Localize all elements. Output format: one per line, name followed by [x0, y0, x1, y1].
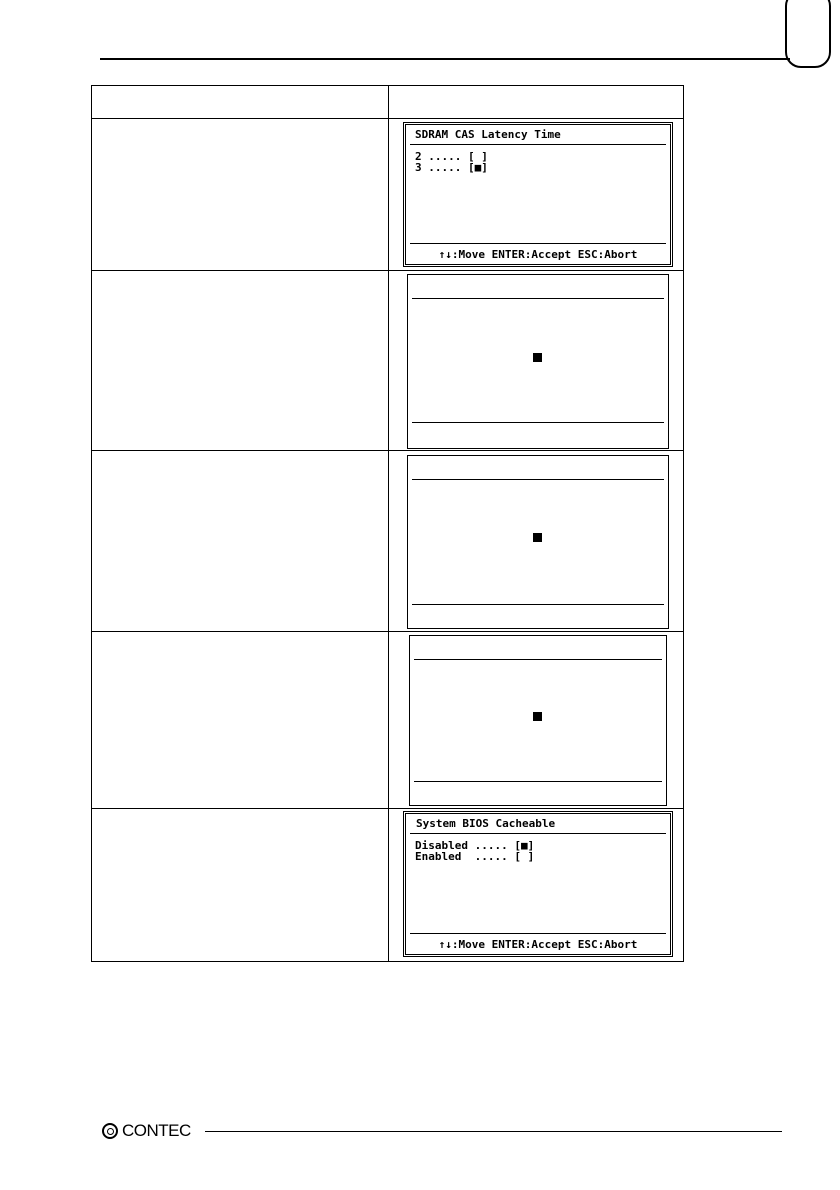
bios-option-window [409, 635, 667, 806]
row-screen-cell [389, 632, 684, 809]
bios-option-item[interactable]: Enabled ..... [ ] [415, 850, 535, 863]
bios-key-hint: ↑↓:Move ENTER:Accept ESC:Abort [438, 248, 638, 261]
bios-window-title: SDRAM CAS Latency Time [415, 128, 561, 141]
settings-table [91, 85, 684, 962]
selected-square-icon [533, 712, 542, 721]
footer-rule [205, 1131, 782, 1132]
header-cell-setting [92, 86, 389, 119]
row-description [92, 119, 389, 271]
table-row [92, 632, 684, 809]
bios-title-divider [412, 298, 664, 299]
bios-footer-divider [412, 422, 664, 423]
bios-footer-divider [414, 781, 662, 782]
table-row [92, 809, 684, 962]
header-cell-screen [389, 86, 684, 119]
table-header-row [92, 86, 684, 119]
bios-footer-divider [410, 933, 666, 934]
bios-option-window [403, 811, 673, 957]
table-row [92, 271, 684, 451]
bios-title-divider [414, 659, 662, 660]
bios-option-item[interactable]: 3 ..... [■] [415, 161, 488, 174]
page-edge-tab [785, 0, 831, 68]
bios-key-hint: ↑↓:Move ENTER:Accept ESC:Abort [438, 938, 638, 951]
bios-window-title: System BIOS Cacheable [416, 817, 556, 830]
table-row [92, 451, 684, 632]
table-row [92, 119, 684, 271]
contec-logo [102, 1120, 191, 1142]
bios-option-item[interactable]: Disabled ..... [■] [415, 839, 535, 852]
bios-footer-divider [410, 243, 666, 244]
bios-option-window [407, 274, 669, 449]
contec-logo-mark-icon [102, 1123, 118, 1139]
bios-option-item[interactable]: 2 ..... [ ] [415, 150, 488, 163]
row-screen-cell [389, 271, 684, 451]
row-screen-cell [389, 809, 684, 962]
contec-logo-text: CONTEC [122, 1121, 191, 1140]
selected-square-icon [533, 353, 542, 362]
row-description [92, 271, 389, 451]
bios-option-window [407, 455, 669, 629]
bios-title-divider [412, 479, 664, 480]
bios-option-window [403, 122, 673, 267]
bios-footer-divider [412, 604, 664, 605]
bios-title-divider [410, 144, 666, 145]
row-description [92, 809, 389, 962]
row-description [92, 632, 389, 809]
row-description [92, 451, 389, 632]
bios-title-divider [410, 833, 666, 834]
selected-square-icon [533, 533, 542, 542]
row-screen-cell [389, 119, 684, 271]
row-screen-cell [389, 451, 684, 632]
header-rule [100, 58, 790, 60]
